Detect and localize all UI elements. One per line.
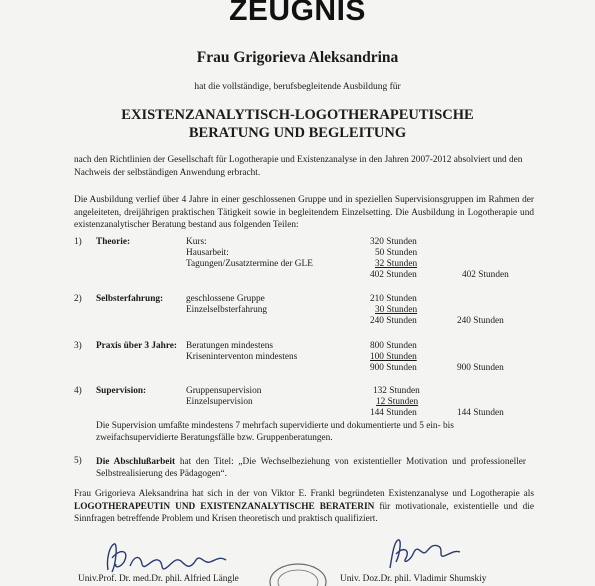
section-number: 4) bbox=[74, 386, 82, 396]
hours-value: 210 Stunden bbox=[370, 294, 417, 304]
qualification-paragraph bbox=[74, 488, 534, 526]
total-value: 900 Stunden bbox=[457, 363, 504, 373]
subtotal-value: 144 Stunden bbox=[370, 408, 417, 418]
training-paragraph: Die Ausbildung verlief über 4 Jahre in einer geschlossenen Gruppe und in speziellen Supervisionsgruppen im Rahmen der angeleiteten, dreijährigen praktischen Tätigkeit sowie in begleitendem Einzelsetting. Die Ausbildung in Logotherapie und existenzanalytischer Beratung bestand aus folgenden Teilen: bbox=[74, 195, 534, 230]
list-item: Einzelselbsterfahrung bbox=[186, 305, 268, 315]
signature-left-icon bbox=[100, 538, 250, 578]
section-label-theorie: Theorie: bbox=[96, 237, 131, 247]
section-label-praxis: Praxis über 3 Jahre: bbox=[96, 341, 177, 351]
document-title: ZEUGNIS bbox=[229, 0, 366, 27]
qualification-title: LOGOTHERAPEUTIN UND EXISTENZANALYTISCHE BERATERIN bbox=[74, 501, 375, 512]
hours-value: 100 Stunden bbox=[370, 352, 417, 362]
section-number: 2) bbox=[74, 294, 82, 304]
total-value: 144 Stunden bbox=[457, 408, 504, 418]
thesis-paragraph bbox=[96, 456, 526, 480]
list-item: Gruppensupervision bbox=[186, 386, 262, 396]
qualification-text-b: für motivationale, existentielle und die Sinnfragen betreffende Problem und Krisen theoretisch und praktisch qualifiziert. bbox=[74, 501, 534, 524]
section-number: 1) bbox=[74, 237, 82, 247]
section-number: 5) bbox=[74, 456, 82, 466]
guideline-paragraph: nach den Richtlinien der Gesellschaft für Logotherapie und Existenzanalyse in den Jahren 2007-2012 absolviert und den Nachweis der selbständigen Anwendung erbracht. bbox=[74, 155, 523, 178]
qualification-text-a: Frau Grigorieva Aleksandrina hat sich in der von Viktor E. Frankl begründeten Existenzanalyse und Logotherapie als bbox=[74, 489, 534, 499]
section-label-selbsterfahrung: Selbsterfahrung: bbox=[96, 294, 164, 304]
thesis-text: hat den Titel: „Die Wechselbeziehung von existentieller Motivation und professioneller Selbstrealisierung des Pädagogen“. bbox=[96, 457, 526, 479]
hours-value: 320 Stunden bbox=[370, 237, 417, 247]
hours-value: 12 Stunden bbox=[376, 397, 419, 407]
list-item: Tagungen/Zusatztermine der GLE bbox=[186, 259, 313, 269]
signature-name-left: Univ.Prof. Dr. med.Dr. phil. Alfried Längle bbox=[78, 574, 239, 584]
stamp-icon bbox=[268, 560, 328, 586]
signature-name-right: Univ. Doz.Dr. phil. Vladimir Shumskiy bbox=[340, 574, 487, 584]
subtotal-value: 402 Stunden bbox=[370, 270, 417, 280]
hours-value: 32 Stunden bbox=[375, 259, 418, 269]
list-item: Einzelsupervision bbox=[186, 397, 253, 407]
hours-value: 800 Stunden bbox=[370, 341, 417, 351]
supervision-note: Die Supervision umfaßte mindestens 7 mehrfach supervidierte und dokumentierte und 5 ein- bis zweifachsupervidierte Beratungsfälle bzw. Gruppenberatungen. bbox=[96, 421, 454, 443]
program-heading-2: BERATUNG UND BEGLEITUNG bbox=[188, 125, 407, 141]
list-item: Hausarbeit: bbox=[186, 248, 229, 258]
hours-value: 50 Stunden bbox=[375, 248, 418, 258]
subtotal-value: 240 Stunden bbox=[370, 316, 417, 326]
section-number: 3) bbox=[74, 341, 82, 351]
section-label-supervision: Supervision: bbox=[96, 386, 147, 396]
intro-line: hat die vollständige, berufsbegleitende Ausbildung für bbox=[194, 82, 401, 92]
subtotal-value: 900 Stunden bbox=[370, 363, 417, 373]
list-item: Kriseninterventon mindestens bbox=[186, 352, 298, 362]
list-item: Beratungen mindestens bbox=[186, 341, 274, 351]
list-item: geschlossene Gruppe bbox=[186, 294, 265, 304]
recipient-name: Frau Grigorieva Aleksandrina bbox=[196, 49, 399, 66]
hours-value: 30 Stunden bbox=[375, 305, 418, 315]
total-value: 402 Stunden bbox=[462, 270, 509, 280]
program-heading-1: EXISTENZANALYTISCH-LOGOTHERAPEUTISCHE bbox=[121, 107, 474, 123]
signature-right-icon bbox=[380, 532, 470, 576]
list-item: Kurs: bbox=[186, 237, 207, 247]
thesis-label: Die Abschlußarbeit bbox=[96, 457, 176, 467]
total-value: 240 Stunden bbox=[457, 316, 504, 326]
hours-value: 132 Stunden bbox=[373, 386, 420, 396]
